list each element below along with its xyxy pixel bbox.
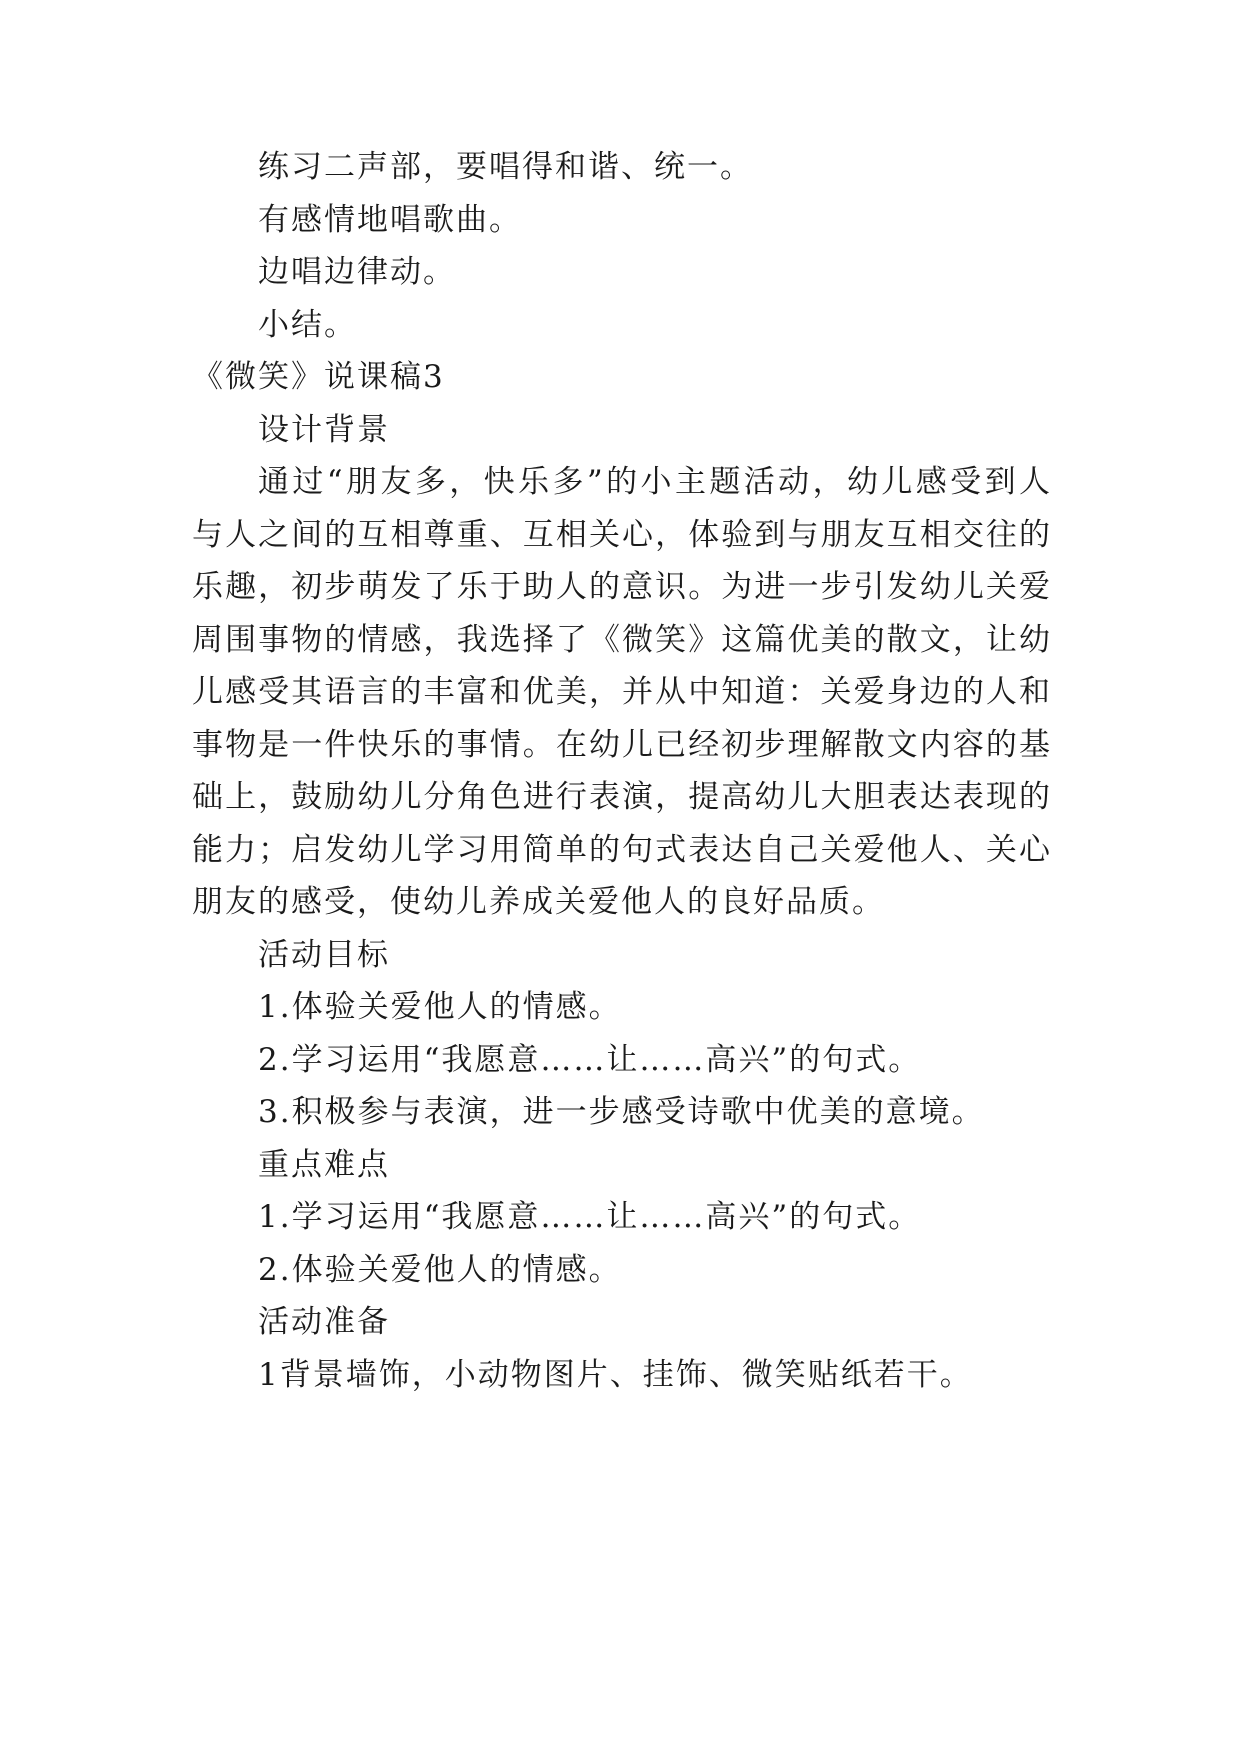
heading-goals: 活动目标 <box>258 937 390 973</box>
paragraph-line: 周围事物的情感，我选择了《微笑》这篇优美的散文，让幼 <box>192 622 1052 658</box>
text-line: 小结。 <box>258 307 357 343</box>
paragraph-line: 础上，鼓励幼儿分角色进行表演，提高幼儿大胆表达表现的 <box>192 779 1052 815</box>
paragraph-line: 朋友的感受，使幼儿养成关爱他人的良好品质。 <box>192 884 885 920</box>
paragraph-line: 儿感受其语言的丰富和优美，并从中知道：关爱身边的人和 <box>192 674 1052 710</box>
goal-item: 3.积极参与表演，进一步感受诗歌中优美的意境。 <box>258 1094 985 1130</box>
key-point-item: 1.学习运用“我愿意……让……高兴”的句式。 <box>258 1199 922 1235</box>
heading-preparation: 活动准备 <box>258 1304 390 1340</box>
text-line: 练习二声部，要唱得和谐、统一。 <box>258 149 753 185</box>
section-title: 《微笑》说课稿3 <box>192 359 445 395</box>
heading-key-points: 重点难点 <box>258 1147 390 1183</box>
heading-design-background: 设计背景 <box>258 412 390 448</box>
paragraph-line: 通过“朋友多，快乐多”的小主题活动，幼儿感受到人 <box>258 464 1052 500</box>
paragraph-line: 与人之间的互相尊重、互相关心，体验到与朋友互相交往的 <box>192 517 1052 553</box>
text-line: 边唱边律动。 <box>258 254 456 290</box>
text-line: 有感情地唱歌曲。 <box>258 202 522 238</box>
paragraph-line: 乐趣，初步萌发了乐于助人的意识。为进一步引发幼儿关爱 <box>192 569 1052 605</box>
paragraph-line: 能力；启发幼儿学习用简单的句式表达自己关爱他人、关心 <box>192 832 1052 868</box>
key-point-item: 2.体验关爱他人的情感。 <box>258 1252 622 1288</box>
preparation-item: 1背景墙饰，小动物图片、挂饰、微笑贴纸若干。 <box>258 1357 973 1393</box>
paragraph-line: 事物是一件快乐的事情。在幼儿已经初步理解散文内容的基 <box>192 727 1052 763</box>
goal-item: 1.体验关爱他人的情感。 <box>258 989 622 1025</box>
goal-item: 2.学习运用“我愿意……让……高兴”的句式。 <box>258 1042 922 1078</box>
